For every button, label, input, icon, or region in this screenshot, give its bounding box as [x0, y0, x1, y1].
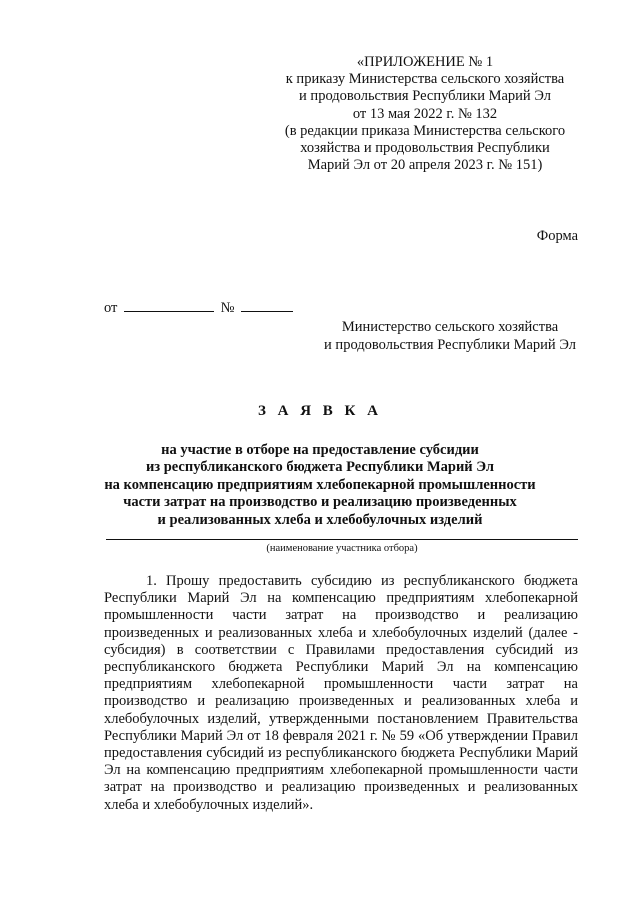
paragraph-1	[104, 573, 578, 814]
subtitle-line: части затрат на производство и реализацию произведенных	[123, 494, 517, 511]
number-label: №	[220, 300, 235, 316]
from-label: от	[104, 300, 118, 316]
appendix-header	[275, 54, 575, 174]
subtitle-line: на участие в отборе на предоставление субсидии	[161, 442, 479, 458]
document-subtitle	[60, 442, 580, 529]
appendix-line: от 13 мая 2022 г. № 132	[352, 105, 498, 122]
form-label: Форма	[536, 228, 578, 244]
recipient-line: Министерство сельского хозяйства	[341, 319, 559, 335]
recipient-block	[300, 319, 600, 354]
subtitle-line: на компенсацию предприятиям хлебопекарной промышленности	[104, 476, 536, 493]
date-number-line	[104, 299, 293, 317]
appendix-line: Марий Эл от 20 апреля 2023 г. № 151)	[307, 157, 543, 174]
participant-name-line	[106, 539, 578, 540]
subtitle-line: и реализованных хлеба и хлебобулочных изделий	[157, 511, 483, 528]
paragraph-1-text: 1. Прошу предоставить субсидию из республиканского бюджета Республики Марий Эл на компенсацию предприятиям хлебопекарной промышленности части затрат на производство и реализацию произведенных и реализованных хлеба и хлебобулочных изделий (далее - субсидия) в соответствии с Правилами предоставления субсидий из республиканского бюджета Республики Марий Эл на компенсацию предприятиям хлебопекарной промышленности части затрат на производство и реализацию произведенных и реализованных хлеба и хлебобулочных изделий, утвержденными постановлением Правительства Республики Марий Эл от 18 февраля 2021 г. № 59 «Об утверждении Правил предоставления субсидий из республиканского бюджета Республики Марий Эл на компенсацию предприятиям хлебопекарной промышленности части затрат на производство и реализацию произведенных и реализованных хлеба и хлебобулочных изделий».	[104, 573, 578, 813]
date-blank	[124, 299, 214, 312]
document-title: З А Я В К А	[257, 403, 383, 419]
participant-caption: (наименование участника отбора)	[266, 543, 418, 554]
appendix-line: хозяйства и продовольствия Республики	[300, 140, 550, 157]
appendix-line: и продовольствия Республики Марий Эл	[299, 88, 551, 105]
subtitle-line: из республиканского бюджета Республики Марий Эл	[145, 459, 495, 476]
appendix-line: «ПРИЛОЖЕНИЕ № 1	[356, 54, 494, 70]
recipient-line: и продовольствия Республики Марий Эл	[324, 336, 576, 353]
number-blank	[241, 299, 293, 312]
appendix-line: (в редакции приказа Министерства сельского	[284, 122, 566, 139]
appendix-line: к приказу Министерства сельского хозяйства	[285, 71, 565, 88]
